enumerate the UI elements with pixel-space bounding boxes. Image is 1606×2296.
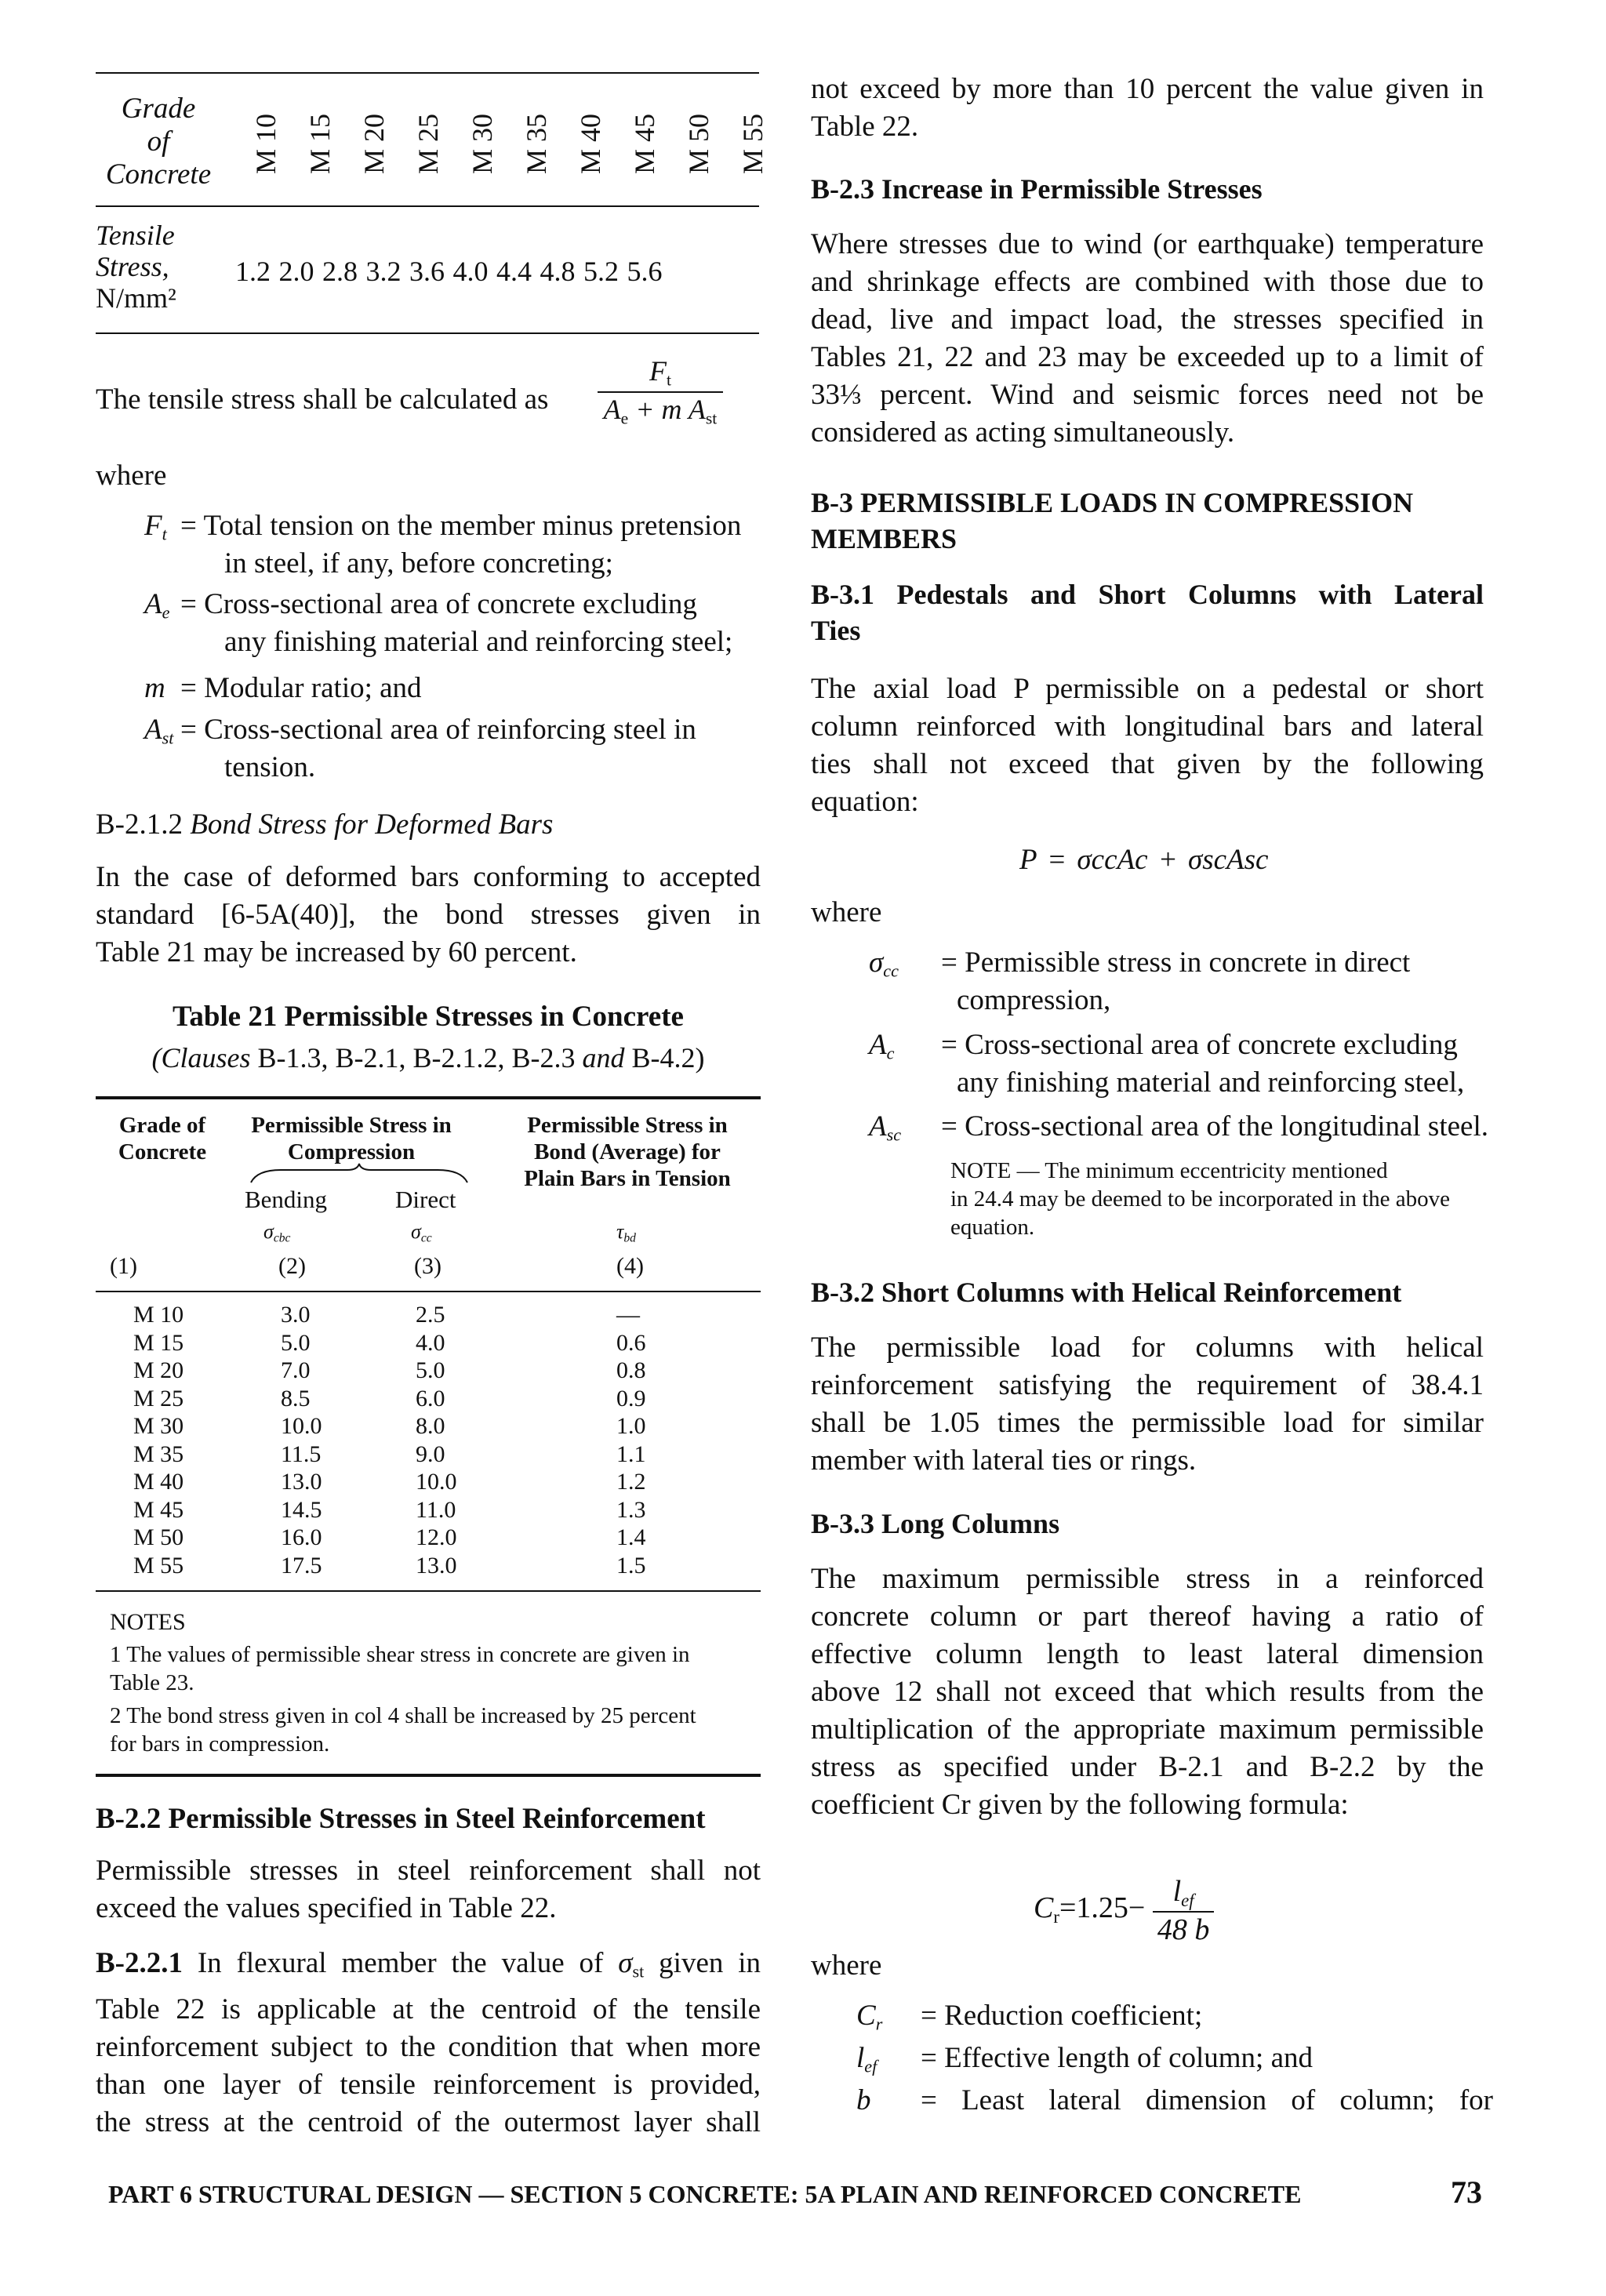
t21-cell: M 30 (133, 1413, 184, 1439)
t21-cell: 13.0 (416, 1552, 457, 1578)
def-ft: $F_t$ = Total tension on the member minus pretension in steel, if any, before concreting; (144, 510, 742, 579)
t21-colnum-3: (3) (414, 1253, 441, 1279)
b33-heading: B-3.3 Long Columns (811, 1508, 1060, 1539)
t21-cell: 5.0 (416, 1357, 445, 1383)
table21-header-rule (96, 1291, 761, 1292)
t21-cell: 4.0 (416, 1329, 445, 1356)
t21-colnum-4: (4) (616, 1253, 644, 1279)
t21-cell: 8.0 (416, 1413, 445, 1439)
grade-header: M 15 (304, 113, 336, 174)
t21-h-grade: Grade of Concrete (118, 1113, 207, 1164)
tensile-value: 5.2 (583, 256, 619, 287)
t21-cell: M 45 (133, 1496, 184, 1523)
t21-cell: 12.0 (416, 1524, 457, 1550)
t21-cell: 1.0 (616, 1413, 646, 1439)
table21-title: Table 21 Permissible Stresses in Concrete (173, 1001, 684, 1033)
t21-cell: M 50 (133, 1524, 184, 1550)
b31-heading: B-3.1 Pedestals and Short Columns with Lateral Ties (811, 579, 1484, 646)
grade-header: M 50 (683, 113, 714, 174)
table21-clauses: (Clauses B-1.3, B-2.1, B-2.1.2, B-2.3 and B-4.2) (151, 1042, 705, 1074)
page-number: 73 (1451, 2174, 1482, 2210)
t21-colnum-1: (1) (110, 1253, 137, 1279)
tensile-stress-label: Tensile Stress, N/mm² (96, 220, 176, 314)
t21-cell: 0.8 (616, 1357, 646, 1383)
b212-body: In the case of deformed bars conforming to accepted standard [6-5A(40)], the bond stresses given in Table 21 may be increased by 60 percent. (96, 861, 761, 968)
t21-note-2: 2 The bond stress given in col 4 shall be increased by 25 percent for bars in compression. (110, 1703, 696, 1757)
grade-table-divider (96, 205, 759, 207)
t21-cell: 1.5 (616, 1552, 646, 1578)
t21-cell: M 15 (133, 1329, 184, 1356)
b32-heading: B-3.2 Short Columns with Helical Reinforcement (811, 1277, 1402, 1308)
t21-cell: 1.1 (616, 1440, 646, 1467)
t21-cell: 11.5 (281, 1440, 322, 1467)
b22-body: Permissible stresses in steel reinforcement shall not exceed the values specified in Table 22. (96, 1855, 761, 1924)
tensile-value: 5.6 (627, 256, 663, 287)
top-rule (96, 72, 759, 74)
tensile-formula: $F_t$ $A_e + m$ $A_{st}$ (598, 354, 723, 429)
t21-cell: 10.0 (416, 1469, 457, 1495)
b22-heading: B-2.2 Permissible Stresses in Steel Reinforcement (96, 1803, 706, 1835)
t21-cell: 3.0 (281, 1302, 311, 1328)
grade-header: M 40 (575, 113, 606, 174)
t21-cell: 6.0 (416, 1385, 445, 1411)
t21-cell: 0.9 (616, 1385, 646, 1411)
t21-cell: M 25 (133, 1385, 184, 1411)
t21-cell: 10.0 (281, 1413, 322, 1439)
t21-cell: 11.0 (416, 1496, 456, 1523)
tensile-value: 3.6 (409, 256, 445, 287)
t21-cell: 0.6 (616, 1329, 646, 1356)
t21-h-bending: Bending (245, 1186, 328, 1213)
b32-body: The permissible load for columns with helical reinforcement satisfying the requirement of 38.4.1 shall be 1.05 times the permissible load for similar member with lateral ties or rings. (811, 1331, 1484, 1477)
tensile-value: 4.0 (452, 256, 489, 287)
t21-cell: M 55 (133, 1552, 184, 1578)
b23-body: Where stresses due to wind (or earthquake) temperature and shrinkage effects are combined with those due to dead, live and impact load, the stresses specified in Tables 21, 22 and 23 may be exceeded up to a limit of 33⅓ percent. Wind and seismic forces need not be considered as acting simultaneously. (811, 228, 1484, 449)
b212-heading: B-2.1.2 Bond Stress for Deformed Bars (96, 808, 554, 841)
table21-top-rule (96, 1096, 761, 1099)
grade-header: M 30 (467, 113, 498, 174)
t21-cell: 14.5 (281, 1496, 322, 1523)
t21-h-bond: Permissible Stress in Bond (Average) for Plain Bars in Tension (524, 1113, 731, 1191)
t21-sym-bd: $\tau_{bd}$ (616, 1220, 636, 1245)
where-label: where (96, 460, 167, 492)
grade-table-bottom-rule (96, 332, 759, 334)
b31-body: The axial load P permissible on a pedestal or short column reinforced with longitudinal bars and lateral ties shall not exceed that given by the following equation: (811, 673, 1484, 818)
table21-body-rule (96, 1590, 761, 1592)
grade-header: M 20 (358, 113, 390, 174)
b33-body: The maximum permissible stress in a reinforced concrete column or part thereof having a ratio of effective column length to least lateral dimension above 12 shall not exceed that which results from the multiplication of the appropriate maximum permissible stress as specified under B-2.1 and B-2.2 by the coefficient Cr given by the following formula: (811, 1563, 1484, 1821)
t21-h-compression: Permissible Stress in Compression (251, 1113, 452, 1164)
b221-body: B-2.2.1 In flexural member the value of $\sigma_{st}$ given in Table 22 is applicable at the centroid of the tensile reinforcement subject to the condition that when more than one layer of tensile reinforcement is provided, the stress at the centroid of the outermost layer shall (96, 1947, 761, 2138)
t21-cell: 17.5 (281, 1552, 322, 1578)
t21-cell: 1.2 (616, 1469, 646, 1495)
t21-cell: 9.0 (416, 1440, 445, 1467)
b3-heading: B-3 PERMISSIBLE LOADS IN COMPRESSION MEMBERS (811, 487, 1414, 554)
b31-equation: P = σccAc + σscAsc (1019, 844, 1269, 876)
t21-cell: M 10 (133, 1302, 184, 1328)
right-top-body: not exceed by more than 10 percent the value given in Table 22. (811, 73, 1484, 143)
b31-note: NOTE — The minimum eccentricity mentioned in 24.4 may be deemed to be incorporated in the above equation. (950, 1158, 1450, 1240)
t21-sym-cc: $\sigma_{cc}$ (411, 1220, 432, 1245)
t21-notes-title: NOTES (110, 1609, 186, 1635)
t21-cell: 16.0 (281, 1524, 322, 1550)
t21-sym-cbc: $\sigma_{cbc}$ (263, 1220, 291, 1245)
tensile-value: 2.8 (322, 256, 358, 287)
t21-note-1: 1 The values of permissible shear stress in concrete are given in Table 23. (110, 1642, 690, 1695)
tensile-formula-lead: The tensile stress shall be calculated as (96, 383, 549, 416)
t21-cell: 1.3 (616, 1496, 646, 1523)
t21-cell: 7.0 (281, 1357, 311, 1383)
grade-header: M 45 (629, 113, 660, 174)
t21-cell: 2.5 (416, 1302, 445, 1328)
page-footer: PART 6 STRUCTURAL DESIGN — SECTION 5 CONCRETE: 5A PLAIN AND REINFORCED CONCRETE (108, 2180, 1302, 2208)
table21-bottom-rule (96, 1774, 761, 1777)
t21-cell: 8.5 (281, 1385, 311, 1411)
grade-header: M 55 (737, 113, 768, 174)
grade-of-concrete-label: Grade of Concrete (105, 93, 212, 191)
t21-compression-brace (249, 1162, 469, 1186)
b33-where: where (811, 1949, 882, 1982)
t21-cell: — (616, 1302, 640, 1328)
t21-cell: M 20 (133, 1357, 184, 1383)
t21-colnum-2: (2) (278, 1253, 306, 1279)
grade-header: M 10 (250, 113, 282, 174)
t21-cell: 13.0 (281, 1469, 322, 1495)
tensile-value: 2.0 (278, 256, 314, 287)
t21-cell: M 40 (133, 1469, 184, 1495)
b31-where: where (811, 896, 882, 928)
b23-heading: B-2.3 Increase in Permissible Stresses (811, 173, 1263, 205)
t21-h-direct: Direct (395, 1186, 456, 1213)
t21-cell: M 35 (133, 1440, 184, 1467)
tensile-value: 3.2 (365, 256, 402, 287)
t21-cell: 1.4 (616, 1524, 646, 1550)
grade-header: M 35 (521, 113, 552, 174)
tensile-value: 4.4 (496, 256, 532, 287)
grade-header: M 25 (412, 113, 444, 174)
b33-formula: $C_r=1.25-$ $\frac{l_{ef}}{48 b}$ (1034, 1874, 1214, 1947)
tensile-value: 4.8 (540, 256, 576, 287)
tensile-value: 1.2 (235, 256, 271, 287)
t21-cell: 5.0 (281, 1329, 311, 1356)
